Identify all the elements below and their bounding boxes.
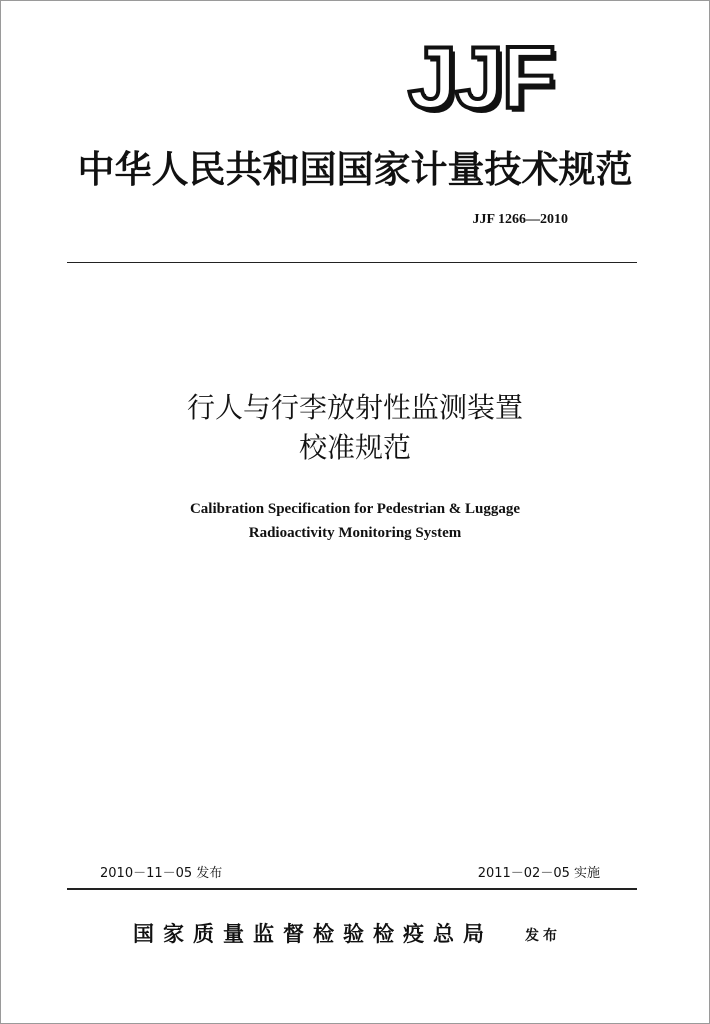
chinese-title-line-2: 校准规范 — [298, 431, 411, 464]
country-title: 中华人民共和国国家计量技术规范 — [77, 147, 633, 191]
publish-label: 发布 — [525, 928, 561, 944]
bottom-divider — [67, 888, 637, 890]
implementation-date: 2011－02－05 实施 — [477, 866, 600, 881]
standard-code: JJF 1266—2010 — [472, 212, 568, 227]
english-title-line-1: Calibration Specification for Pedestrian & Luggage — [189, 501, 521, 517]
issue-date: 2010－11－05 发布 — [100, 866, 223, 881]
chinese-title-line-1: 行人与行李放射性监测装置 — [186, 391, 523, 424]
top-divider — [67, 262, 637, 263]
publisher-name: 国家质量监督检验检疫总局 — [133, 921, 493, 946]
english-title-line-2: Radioactivity Monitoring System — [248, 525, 462, 541]
jjf-logo: JJF — [408, 28, 554, 127]
